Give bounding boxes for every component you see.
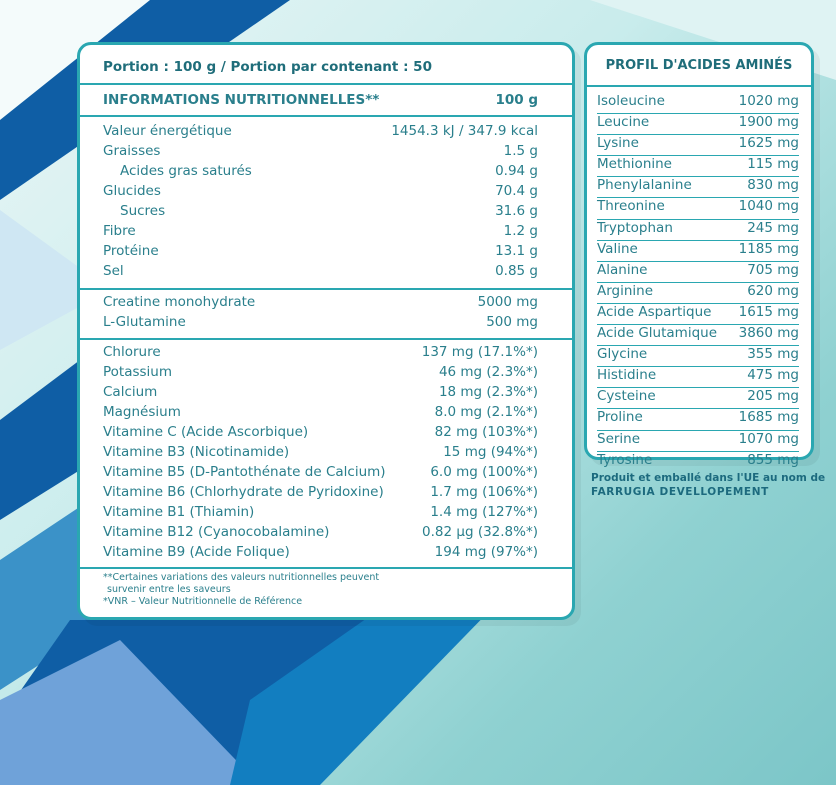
nutrient-row [103, 344, 538, 364]
amino-label: Arginine [597, 282, 654, 299]
nutrition-facts-panel [77, 42, 575, 620]
nutrient-value: 8.0 mg (2.1%*) [434, 404, 538, 420]
amino-value: 1185 mg [738, 240, 799, 257]
nutrient-value: 31.6 g [495, 203, 538, 219]
amino-value: 1070 mg [738, 430, 799, 447]
nutrient-value: 5000 mg [477, 294, 538, 310]
amino-row [597, 346, 799, 367]
nutrient-label: Valeur énergétique [103, 123, 232, 139]
amino-value: 245 mg [747, 219, 799, 236]
nutrient-label: L-Glutamine [103, 314, 186, 330]
nutrient-label: Graisses [103, 143, 161, 159]
nutrient-label: Vitamine B1 (Thiamin) [103, 504, 255, 520]
producer-note [591, 471, 826, 499]
amino-label: Proline [597, 409, 643, 426]
supplements-section [103, 294, 538, 334]
amino-row [597, 114, 799, 135]
nutrient-label: Chlorure [103, 344, 161, 360]
amino-label: Leucine [597, 114, 650, 131]
amino-row [597, 409, 799, 430]
amino-row [597, 198, 799, 219]
amino-value: 1615 mg [738, 303, 799, 320]
nutrient-value: 0.85 g [495, 263, 538, 279]
amino-row [597, 135, 799, 156]
amino-row [597, 262, 799, 283]
amino-label: Glycine [597, 346, 648, 363]
nutrient-value: 194 mg (97%*) [434, 544, 538, 560]
nutrient-label: Vitamine B12 (Cyanocobalamine) [103, 524, 330, 540]
nutrition-header-label: INFORMATIONS NUTRITIONNELLES** [103, 92, 380, 108]
amino-label: Tryptophan [597, 219, 673, 236]
footnote-variations: **Certaines variations des valeurs nutritionnelles peuvent [103, 572, 380, 583]
nutrient-row [103, 424, 538, 444]
producer-line: Produit et emballé dans l'UE au nom de [591, 472, 826, 484]
nutrient-label: Magnésium [103, 404, 181, 420]
nutrient-row [103, 263, 538, 283]
nutrient-value: 46 mg (2.3%*) [438, 364, 538, 380]
nutrient-row [103, 314, 538, 334]
nutrition-header-row [103, 92, 538, 108]
nutrient-label: Vitamine B6 (Chlorhydrate de Pyridoxine) [103, 484, 384, 500]
amino-label: Acide Aspartique [597, 303, 712, 320]
footnote-variations-cont: survenir entre les saveurs [107, 584, 231, 595]
nutrition-header-value: 100 g [495, 92, 538, 108]
amino-label: Methionine [597, 156, 672, 173]
nutrient-value: 1.4 mg (127%*) [430, 504, 538, 520]
nutrient-row [103, 444, 538, 464]
footnotes [103, 572, 379, 608]
nutrient-row [103, 143, 538, 163]
nutrient-value: 0.82 µg (32.8%*) [422, 524, 538, 540]
amino-label: Isoleucine [597, 93, 665, 109]
nutrient-label: Vitamine C (Acide Ascorbique) [103, 424, 309, 440]
amino-row [597, 156, 799, 177]
nutrient-value: 18 mg (2.3%*) [438, 384, 538, 400]
nutrient-label: Calcium [103, 384, 158, 400]
nutrient-value: 70.4 g [495, 183, 538, 199]
amino-row [597, 241, 799, 262]
nutrient-row [103, 123, 538, 143]
amino-value: 1900 mg [738, 114, 799, 131]
nutrient-row [103, 243, 538, 263]
amino-title: PROFIL D'ACIDES AMINÉS [605, 58, 793, 73]
nutrient-row [103, 294, 538, 314]
amino-value: 1020 mg [738, 93, 799, 109]
nutrient-row [103, 484, 538, 504]
amino-value: 1685 mg [738, 409, 799, 426]
amino-value: 3860 mg [738, 325, 799, 342]
nutrient-row [103, 163, 538, 183]
nutrient-label: Sel [103, 263, 124, 279]
amino-row [597, 367, 799, 388]
nutrient-row [103, 524, 538, 544]
amino-label: Alanine [597, 261, 648, 278]
nutrient-row [103, 203, 538, 223]
amino-row [597, 431, 799, 452]
nutrient-row [103, 364, 538, 384]
nutrient-label: Vitamine B9 (Acide Folique) [103, 544, 290, 560]
nutrient-value: 500 mg [486, 314, 538, 330]
nutrient-label: Protéine [103, 243, 159, 259]
nutrient-label: Glucides [103, 183, 161, 199]
amino-acid-panel [584, 42, 814, 468]
nutrient-row [103, 504, 538, 524]
amino-row [597, 177, 799, 198]
vitamins-minerals-section [103, 344, 538, 564]
amino-label: Serine [597, 430, 641, 447]
amino-label: Tyrosine [597, 451, 653, 468]
amino-row [597, 325, 799, 346]
nutrient-label: Fibre [103, 223, 136, 239]
amino-label: Histidine [597, 367, 657, 384]
nutrient-label: Vitamine B3 (Nicotinamide) [103, 444, 290, 460]
amino-value: 855 mg [747, 451, 799, 468]
amino-row [597, 452, 799, 472]
amino-row [597, 388, 799, 409]
nutrient-label: Sucres [120, 203, 166, 219]
nutrient-value: 1.2 g [503, 223, 538, 239]
amino-list [597, 93, 799, 472]
nutrient-row [103, 544, 538, 564]
amino-label: Acide Glutamique [597, 325, 718, 342]
amino-label: Lysine [597, 135, 639, 152]
nutrient-label: Acides gras saturés [120, 163, 252, 179]
nutrient-label: Potassium [103, 364, 173, 380]
nutrient-label: Vitamine B5 (D-Pantothénate de Calcium) [103, 464, 386, 480]
nutrient-value: 0.94 g [495, 163, 538, 179]
amino-value: 205 mg [747, 388, 799, 405]
amino-value: 830 mg [747, 177, 799, 194]
nutrient-value: 1.7 mg (106%*) [430, 484, 538, 500]
nutrient-row [103, 384, 538, 404]
amino-label: Valine [597, 240, 638, 257]
nutrient-row [103, 404, 538, 424]
amino-label: Cysteine [597, 388, 656, 405]
nutrient-value: 1454.3 kJ / 347.9 kcal [391, 123, 538, 139]
amino-value: 115 mg [747, 156, 799, 173]
nutrient-value: 15 mg (94%*) [443, 444, 538, 460]
amino-row [597, 93, 799, 114]
amino-value: 620 mg [747, 282, 799, 299]
producer-company: FARRUGIA DEVELLOPEMENT [591, 486, 769, 498]
macros-section [103, 123, 538, 283]
nutrient-value: 82 mg (103%*) [434, 424, 538, 440]
nutrient-value: 13.1 g [495, 243, 538, 259]
amino-label: Phenylalanine [597, 177, 692, 194]
amino-value: 475 mg [747, 367, 799, 384]
amino-value: 705 mg [747, 261, 799, 278]
nutrient-label: Creatine monohydrate [103, 294, 256, 310]
nutrient-row [103, 464, 538, 484]
footnote-vnr: *VNR – Valeur Nutritionnelle de Référence [103, 596, 303, 607]
nutrient-row [103, 223, 538, 243]
amino-value: 1625 mg [738, 135, 799, 152]
amino-row [597, 220, 799, 241]
amino-label: Threonine [597, 198, 665, 215]
amino-row [597, 283, 799, 304]
nutrient-row [103, 183, 538, 203]
amino-value: 1040 mg [738, 198, 799, 215]
amino-row [597, 304, 799, 325]
portion-line: Portion : 100 g / Portion par contenant : 50 [103, 59, 432, 75]
nutrient-value: 1.5 g [503, 143, 538, 159]
amino-value: 355 mg [747, 346, 799, 363]
nutrient-value: 6.0 mg (100%*) [430, 464, 538, 480]
nutrient-value: 137 mg (17.1%*) [421, 344, 538, 360]
